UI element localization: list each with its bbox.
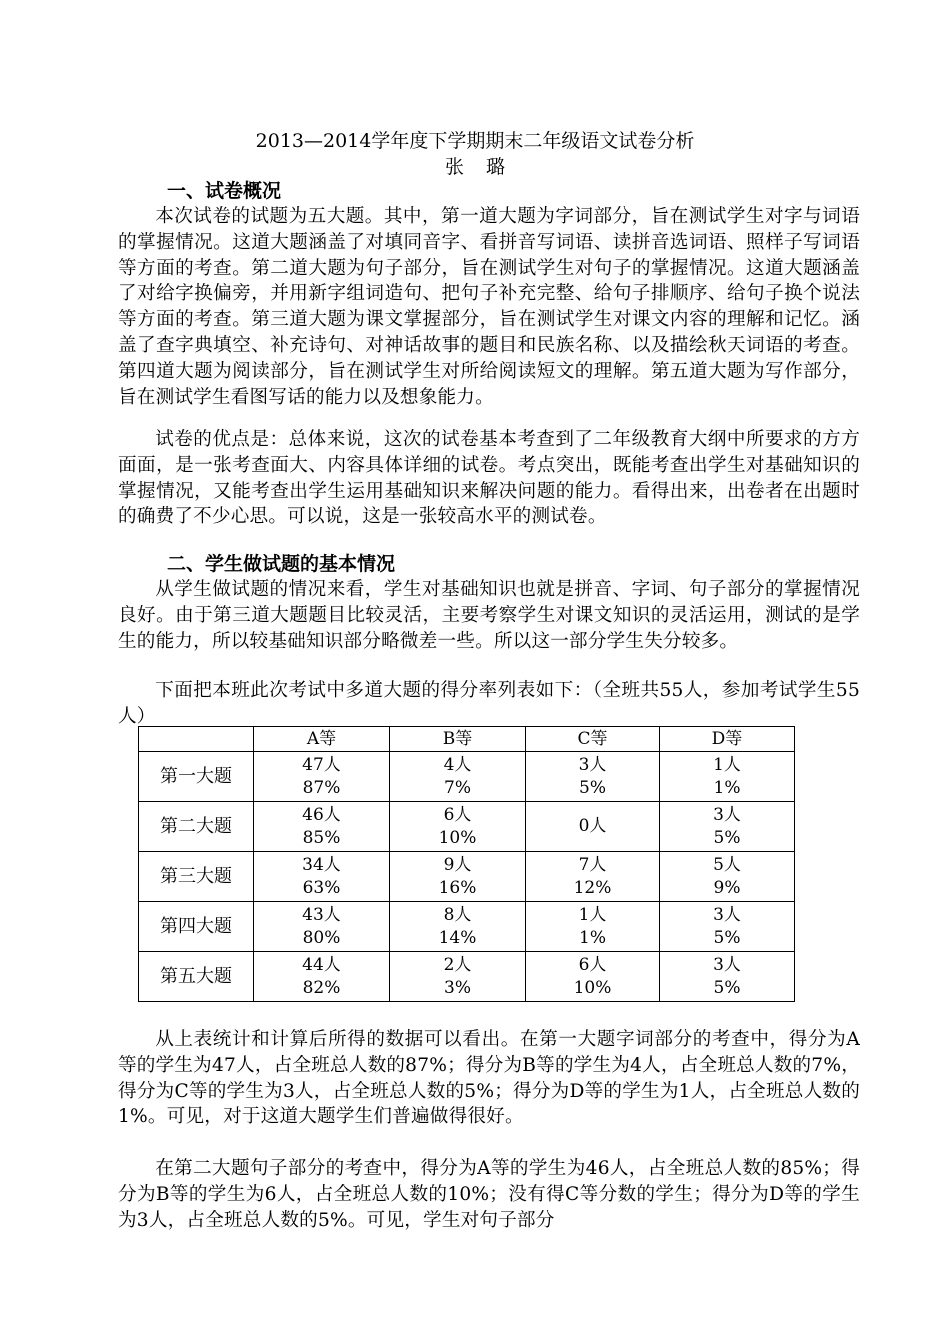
table-cell [660,802,795,852]
percent-value: 85% [302,827,341,848]
count-value: 1人 [578,904,607,925]
count-value: 3人 [713,954,741,975]
section-heading-performance: 二、学生做试题的基本情况 [167,553,396,575]
table-header-cell: A等 [254,727,390,752]
percent-value: 10% [438,827,477,848]
table-cell [254,952,390,1002]
table-header-row [139,727,795,752]
percent-value: 80% [302,927,341,948]
table-row [139,852,795,902]
table-header-cell: D等 [660,727,795,752]
count-value: 43人 [302,904,341,925]
row-label: 第一大题 [139,752,254,802]
count-value: 6人 [443,804,472,825]
percent-value: 5% [713,927,741,948]
author-name: 张璐 [444,156,527,178]
percent-value: 12% [573,877,612,898]
table-cell [660,852,795,902]
percent-value: 1% [579,927,606,948]
table-cell [390,852,526,902]
count-value: 3人 [578,754,607,775]
percent-value: 1% [713,777,741,798]
table-cell [526,752,660,802]
count-value: 44人 [302,954,341,975]
count-value: 46人 [302,804,341,825]
percent-value: 63% [302,877,341,898]
document-title: 2013—2014学年度下学期期末二年级语文试卷分析 [255,130,695,152]
percent-value: 5% [579,777,606,798]
percent-value: 5% [713,827,741,848]
table-row [139,952,795,1002]
table-row [139,902,795,952]
count-value: 0人 [578,816,607,836]
table-cell [254,852,390,902]
percent-value: 87% [302,777,341,798]
table-row [139,752,795,802]
count-value: 8人 [443,904,472,925]
percent-value: 82% [302,977,341,998]
paragraph-performance: 从学生做试题的情况来看，学生对基础知识也就是拼音、字词、句子部分的掌握情况良好。由于第三道大题题目比较灵活，主要考察学生对课文知识的灵活运用，测试的是学生的能力，所以较基础知识部分略微差一些。所以这一部分学生失分较多。 [118,579,860,652]
table-cell [390,802,526,852]
table-cell [390,902,526,952]
table-row [139,802,795,852]
count-value: 3人 [713,804,741,825]
table-cell [526,902,660,952]
table-cell [526,952,660,1002]
table-cell [526,802,660,852]
row-label: 第三大题 [139,852,254,902]
count-value: 9人 [443,854,472,875]
row-label: 第五大题 [139,952,254,1002]
percent-value: 3% [444,977,471,998]
paragraph-analysis-q1: 从上表统计和计算后所得的数据可以看出。在第一大题字词部分的考查中，得分为A等的学生为47人，占全班总人数的87%；得分为B等的学生为4人，占全班总人数的7%，得分为C等的学生为3人，占全班总人数的5%；得分为D等的学生为1人，占全班总人数的1%。可见，对于这道大题学生们普遍做得很好。 [118,1029,860,1128]
table-cell [660,752,795,802]
table-cell [390,752,526,802]
section-heading-overview: 一、试卷概况 [167,180,282,202]
percent-value: 14% [438,927,477,948]
percent-value: 10% [573,977,612,998]
count-value: 3人 [713,904,741,925]
table-cell [254,802,390,852]
table-cell [254,902,390,952]
count-value: 47人 [302,754,341,775]
count-value: 7人 [578,854,607,875]
paragraph-overview: 本次试卷的试题为五大题。其中，第一道大题为字词部分，旨在测试学生对字与词语的掌握情况。这道大题涵盖了对填同音字、看拼音写词语、读拼音选词语、照样子写词语等方面的考查。第二道大题为句子部分，旨在测试学生对句子的掌握情况。这道大题涵盖了对给字换偏旁，并用新字组词造句、把句子补充完整、给句子排顺序、给句子换个说法等方面的考查。第三道大题为课文掌握部分，旨在测试学生对课文内容的理解和记忆。涵盖了查字典填空、补充诗句、对神话故事的题目和民族名称、以及描绘秋天词语的考查。第四道大题为阅读部分，旨在测试学生对所给阅读短文的理解。第五道大题为写作部分，旨在测试学生看图写话的能力以及想象能力。 [118,206,860,408]
percent-value: 16% [438,877,477,898]
table-cell [254,752,390,802]
count-value: 5人 [713,854,741,875]
table-cell [390,952,526,1002]
table-cell [660,902,795,952]
table-cell [660,952,795,1002]
row-label: 第二大题 [139,802,254,852]
paragraph-strengths: 试卷的优点是：总体来说，这次的试卷基本考查到了二年级教育大纲中所要求的方方面面，是一张考查面大、内容具体详细的试卷。考点突出，既能考查出学生对基础知识的掌握情况，又能考查出学生运用基础知识来解决问题的能力。看得出来，出卷者在出题时的确费了不少心思。可以说，这是一张较高水平的测试卷。 [118,429,860,528]
paragraph-analysis-q2: 在第二大题句子部分的考查中，得分为A等的学生为46人，占全班总人数的85%；得分为B等的学生为6人，占全班总人数的10%；没有得C等分数的学生；得分为D等的学生为3人，占全班总人数的5%。可见，学生对句子部分 [118,1158,860,1231]
row-label: 第四大题 [139,902,254,952]
table-header-cell: C等 [526,727,660,752]
percent-value: 5% [713,977,741,998]
percent-value: 7% [444,777,471,798]
percent-value: 9% [713,877,741,898]
count-value: 1人 [713,754,741,775]
count-value: 34人 [302,854,341,875]
table-cell [526,852,660,902]
count-value: 2人 [443,954,472,975]
table-header-cell [139,727,254,752]
table-header-cell: B等 [390,727,526,752]
count-value: 6人 [578,954,607,975]
score-table [138,726,795,1002]
count-value: 4人 [443,754,472,775]
paragraph-table-intro: 下面把本班此次考试中多道大题的得分率列表如下：（全班共55人，参加考试学生55人） [118,680,860,727]
